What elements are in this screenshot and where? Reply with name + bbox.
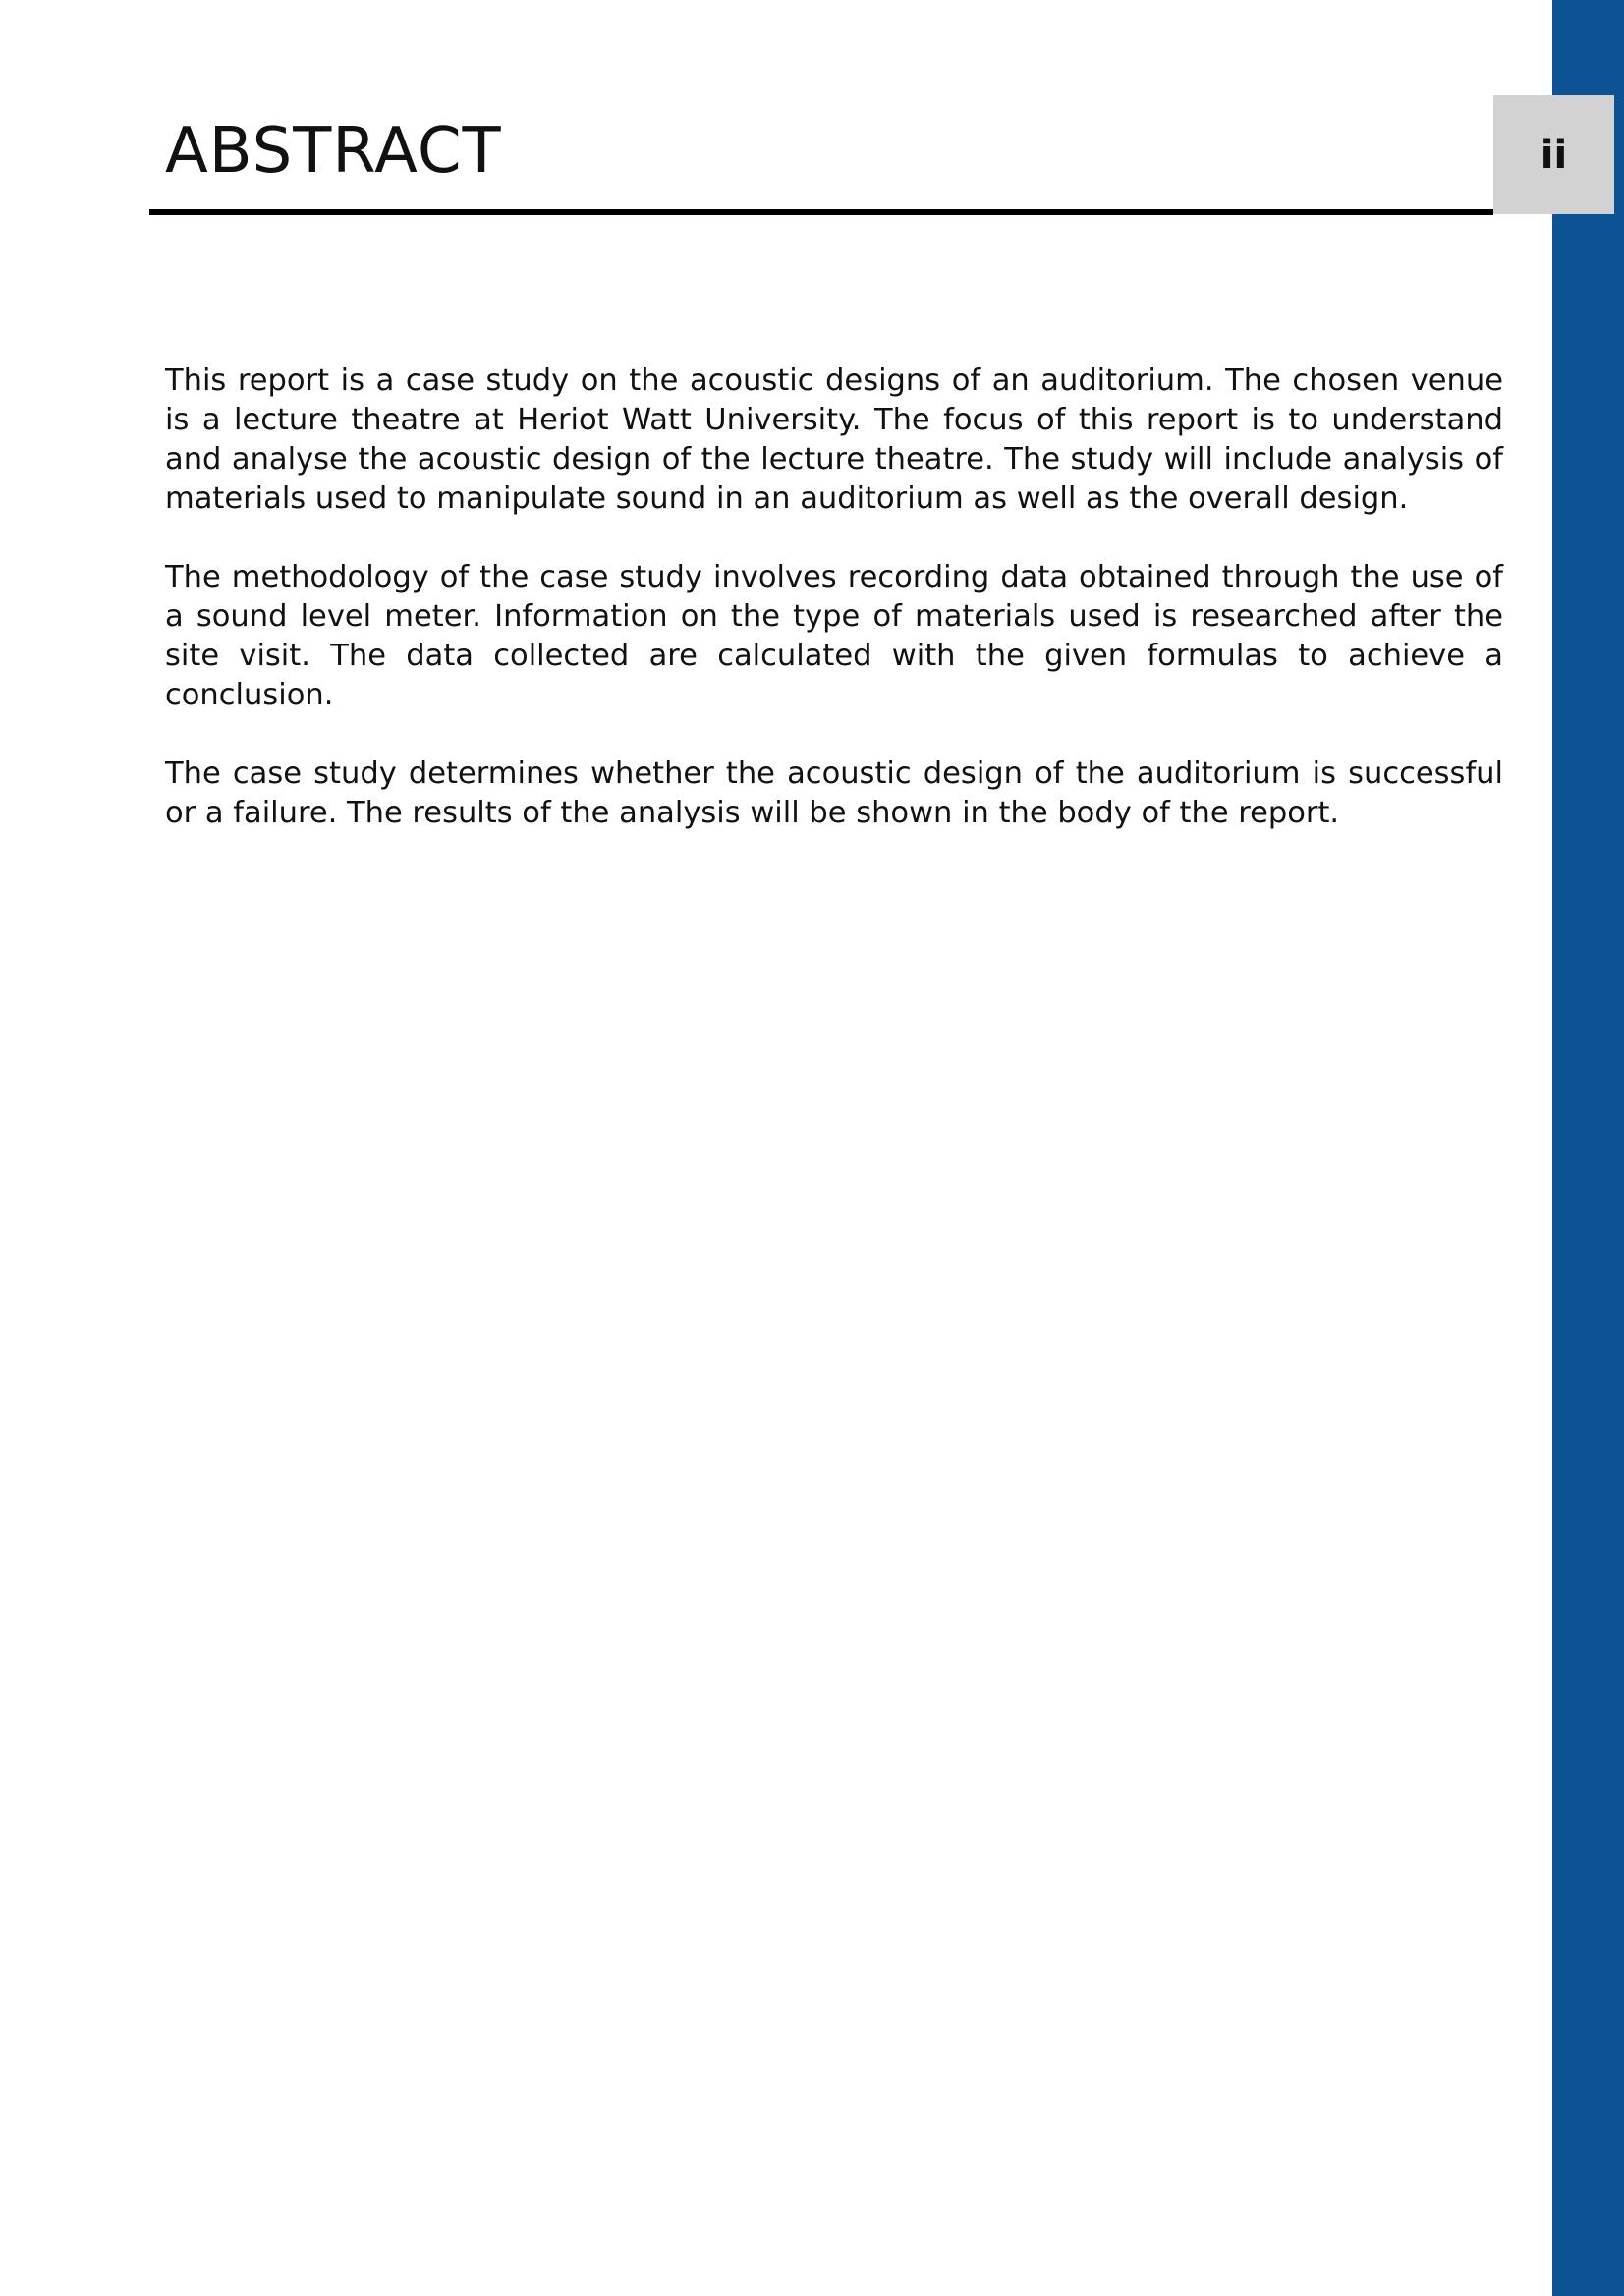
abstract-body (165, 362, 1503, 872)
abstract-paragraph-2: The methodology of the case study involves recording data obtained through the use of a sound level meter. Information on the type of materials used is researched after the site visit. The data collected are calculated with the given formulas to achieve a conclusion. (165, 560, 1503, 712)
side-accent-bar (1552, 0, 1624, 2296)
abstract-paragraph-3: The case study determines whether the acoustic design of the auditorium is successful or a failure. The results of the analysis will be shown in the body of the report. (165, 756, 1503, 830)
page-number: ii (1540, 132, 1568, 178)
page-number-tab (1493, 95, 1614, 214)
page-title: ABSTRACT (165, 115, 502, 188)
abstract-paragraph-1: This report is a case study on the acoustic designs of an auditorium. The chosen venue is a lecture theatre at Heriot Watt University. The focus of this report is to understand and analyse the acoustic design of the lecture theatre. The study will include analysis of materials used to manipulate sound in an auditorium as well as the overall design. (165, 364, 1503, 516)
title-underline (149, 209, 1493, 215)
